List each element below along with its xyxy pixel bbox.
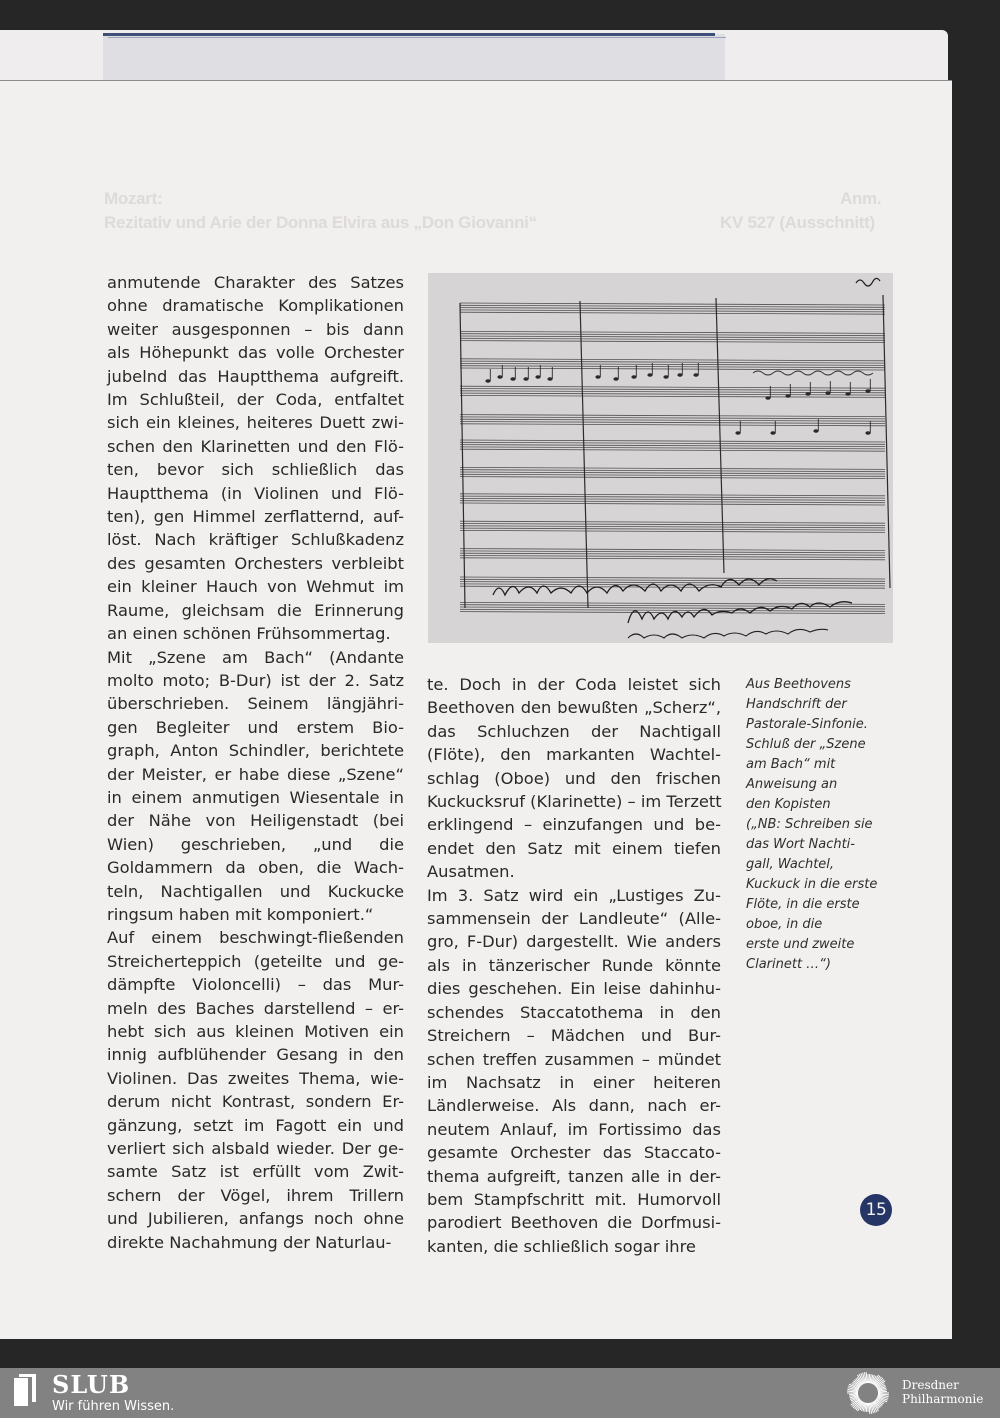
note-head xyxy=(825,391,830,395)
note-head xyxy=(865,389,870,393)
text-line: Violinen. Das zweites Thema, wie- xyxy=(107,1068,404,1088)
note-head xyxy=(735,431,740,435)
text-line: schen treffen zusammen – mündet xyxy=(427,1049,721,1069)
dresdner-philharmonie-logo-icon xyxy=(843,1370,893,1416)
note-head xyxy=(647,373,652,377)
text-line: Streichern – Mädchen und Bur- xyxy=(427,1026,721,1046)
text-line: weiter ausgesponnen – bis dann xyxy=(107,319,404,339)
text-line: ein kleiner Hauch von Wehmut im xyxy=(107,577,404,597)
text-line: hebt sich aus kleinen Motiven ein xyxy=(107,1022,404,1041)
text-line: Streicherteppich (geteilte und ge- xyxy=(107,951,404,971)
text-line: anmutende Charakter des Satzes xyxy=(107,273,404,292)
dp-name-line2: Philharmonie xyxy=(902,1392,984,1406)
text-line: als in tänzerischer Runde könnte xyxy=(427,955,721,975)
note-head xyxy=(497,375,502,379)
caption-line: erste und zweite xyxy=(746,937,855,952)
page-number-badge: 15 xyxy=(860,1194,892,1226)
note-head xyxy=(693,373,698,377)
text-line: molto moto; B-Dur) ist der 2. Satz xyxy=(107,670,404,690)
text-line: Beethoven den bewußten „Scherz“, xyxy=(427,698,721,718)
text-line: verliert sich alsbald wieder. Der ge- xyxy=(107,1139,404,1159)
text-line: Ausatmen. xyxy=(427,862,515,882)
caption-line: („NB: Schreiben sie xyxy=(746,817,873,832)
text-line: derum nicht Kontrast, sondern Er- xyxy=(107,1092,404,1112)
caption-line: Pastorale-Sinfonie. xyxy=(746,717,868,732)
note-head xyxy=(485,379,490,383)
note-head xyxy=(547,377,552,381)
bleed-through-right-1: Anm. xyxy=(840,189,882,208)
caption-line: den Kopisten xyxy=(746,797,831,812)
text-line: Ländlerweise. Als dann, nach er- xyxy=(427,1096,721,1116)
text-line: ten, bevor sich schließlich das xyxy=(107,460,404,480)
text-column-1 xyxy=(107,271,404,1254)
manuscript-figure xyxy=(428,273,893,643)
caption-line: Handschrift der xyxy=(746,697,847,712)
caption-line: Kuckuck in die erste xyxy=(746,877,878,892)
note-head xyxy=(805,392,810,396)
slub-book-icon xyxy=(10,1374,40,1408)
bleed-through-subheading: Rezitativ und Arie der Donna Elvira aus „Don Giovanni“ xyxy=(104,213,537,232)
back-sheet-tab xyxy=(103,34,725,82)
text-line: gänzung, setzt im Fagott ein und xyxy=(107,1115,404,1135)
text-line: Auf einem beschwingt-fließenden xyxy=(107,928,404,948)
document-page xyxy=(0,80,952,1339)
caption-line: Anweisung an xyxy=(746,777,838,792)
text-line: gen Begleiter und erstem Bio- xyxy=(107,717,404,737)
text-line: im Nachsatz in einer heiteren xyxy=(427,1072,721,1092)
caption-line: Flöte, in die erste xyxy=(746,897,860,912)
text-line: löst. Nach kräftiger Schlußkadenz xyxy=(107,530,404,550)
note-head xyxy=(785,394,790,398)
text-line: Raume, gleichsam die Erinnerung xyxy=(107,600,404,620)
note-head xyxy=(631,375,636,379)
text-line: an einen schönen Frühsommertag. xyxy=(107,624,391,644)
text-line: innig aufblühender Gesang in den xyxy=(107,1045,404,1065)
note-head xyxy=(523,377,528,381)
note-head xyxy=(663,375,668,379)
figure-caption xyxy=(746,675,891,975)
caption-line: das Wort Nachti- xyxy=(746,837,855,852)
text-line: Hauptthema (in Violinen und Flö- xyxy=(107,483,404,503)
text-line: sich ein kleines, heiteres Duett zwi- xyxy=(107,413,404,433)
slub-logo-tagline: Wir führen Wissen. xyxy=(52,1399,175,1414)
note-head xyxy=(770,431,775,435)
caption-line: Aus Beethovens xyxy=(746,677,851,692)
text-line: neutem Anlauf, im Fortissimo das xyxy=(427,1119,721,1139)
dp-name-line1: Dresdner xyxy=(902,1378,959,1392)
text-line: der Nähe von Heiligenstadt (bei xyxy=(107,811,404,831)
text-line: parodiert Beethoven die Dorfmusi- xyxy=(427,1213,721,1233)
text-line: sammensein der Landleute“ (Alle- xyxy=(427,909,721,929)
text-line: teln, Nachtigallen und Kuckucke xyxy=(107,881,404,901)
text-line: Wien) geschrieben, „und die xyxy=(107,834,404,854)
text-column-2 xyxy=(427,673,721,1258)
caption-line: Schluß der „Szene xyxy=(746,737,866,752)
text-line: kanten, die schließlich sogar ihre xyxy=(427,1236,696,1256)
text-line: Goldammern da oben, die Wach- xyxy=(107,858,404,878)
text-line: te. Doch in der Coda leistet sich xyxy=(427,675,721,694)
text-line: erklingend – einzufangen und be- xyxy=(427,815,721,835)
text-line: schen den Klarinetten und den Flö- xyxy=(107,436,404,456)
note-head xyxy=(765,396,770,400)
bleed-through-heading: Mozart: xyxy=(104,189,163,208)
text-line: dämpfte Violoncelli) – das Mur- xyxy=(107,975,404,995)
text-line: (Flöte), den markanten Wachtel- xyxy=(427,745,721,765)
text-line: Im Schlußteil, der Coda, entfaltet xyxy=(107,390,404,410)
text-line: des gesamten Orchesters verbleibt xyxy=(107,553,404,573)
text-line: dies geschehen. Ein leise dahinhu- xyxy=(427,979,721,999)
caption-line: gall, Wachtel, xyxy=(746,857,835,872)
text-line: schendes Staccatothema in den xyxy=(427,1002,721,1022)
text-line: in einem anmutigen Wiesentale in xyxy=(107,787,404,807)
note-head xyxy=(613,377,618,381)
text-line: gro, F-Dur) dargestellt. Wie anders xyxy=(427,932,721,952)
back-sheet-tab-rule-light xyxy=(108,37,726,38)
caption-line: Clarinett …“) xyxy=(746,957,831,972)
text-line: meln des Baches darstellend – er- xyxy=(107,998,404,1018)
text-line: und Jubilieren, anfangs noch ohne xyxy=(107,1209,404,1229)
note-head xyxy=(677,373,682,377)
text-line: ringsum haben mit komponiert.“ xyxy=(107,904,374,924)
text-line: direkte Nachahmung der Naturlau- xyxy=(107,1232,392,1252)
text-line: schlag (Oboe) und den frischen xyxy=(427,768,721,788)
note-head xyxy=(535,375,540,379)
text-line: überschrieben. Seinem längjähri- xyxy=(107,694,404,714)
text-line: Kuckucksruf (Klarinette) – im Terzett xyxy=(427,792,722,812)
text-line: samte Satz ist erfüllt vom Zwit- xyxy=(107,1162,404,1182)
text-line: bem Stampfschritt mit. Humorvoll xyxy=(427,1189,721,1209)
back-sheet-tab-rule xyxy=(103,33,715,36)
text-line: Im 3. Satz wird ein „Lustiges Zu- xyxy=(427,885,721,905)
text-line: jubelnd das Hauptthema aufgreift. xyxy=(107,366,404,386)
caption-line: oboe, in die xyxy=(746,917,823,932)
text-line: ohne dramatische Komplikationen xyxy=(107,296,404,316)
text-line: Mit „Szene am Bach“ (Andante xyxy=(107,647,404,667)
note-head xyxy=(865,431,870,435)
footer-bar xyxy=(0,1368,1000,1418)
slub-logo-name: SLUB xyxy=(52,1370,131,1399)
text-line: das Schluchzen der Nachtigall xyxy=(427,721,721,741)
dresdner-philharmonie-name xyxy=(902,1378,983,1406)
bleed-through-right-2: KV 527 (Ausschnitt) xyxy=(720,213,875,232)
text-line: gesamte Orchester das Staccato- xyxy=(427,1143,721,1163)
note-head xyxy=(845,392,850,396)
manuscript-score-image xyxy=(428,273,893,643)
text-line: graph, Anton Schindler, berichtete xyxy=(107,741,404,761)
text-line: schern der Vögel, ihrem Trillern xyxy=(107,1185,404,1205)
caption-line: am Bach“ mit xyxy=(746,757,836,772)
text-line: thema aufgreift, tanzen alle in der- xyxy=(427,1166,721,1186)
text-line: ten), gen Himmel zerflatternd, auf- xyxy=(107,507,404,527)
note-head xyxy=(813,429,818,433)
note-head xyxy=(595,375,600,379)
note-head xyxy=(510,377,515,381)
text-line: als Höhepunkt das volle Orchester xyxy=(107,343,404,363)
text-line: der Meister, er habe diese „Szene“ xyxy=(107,764,404,784)
text-line: endet den Satz mit einem tiefen xyxy=(427,838,721,858)
